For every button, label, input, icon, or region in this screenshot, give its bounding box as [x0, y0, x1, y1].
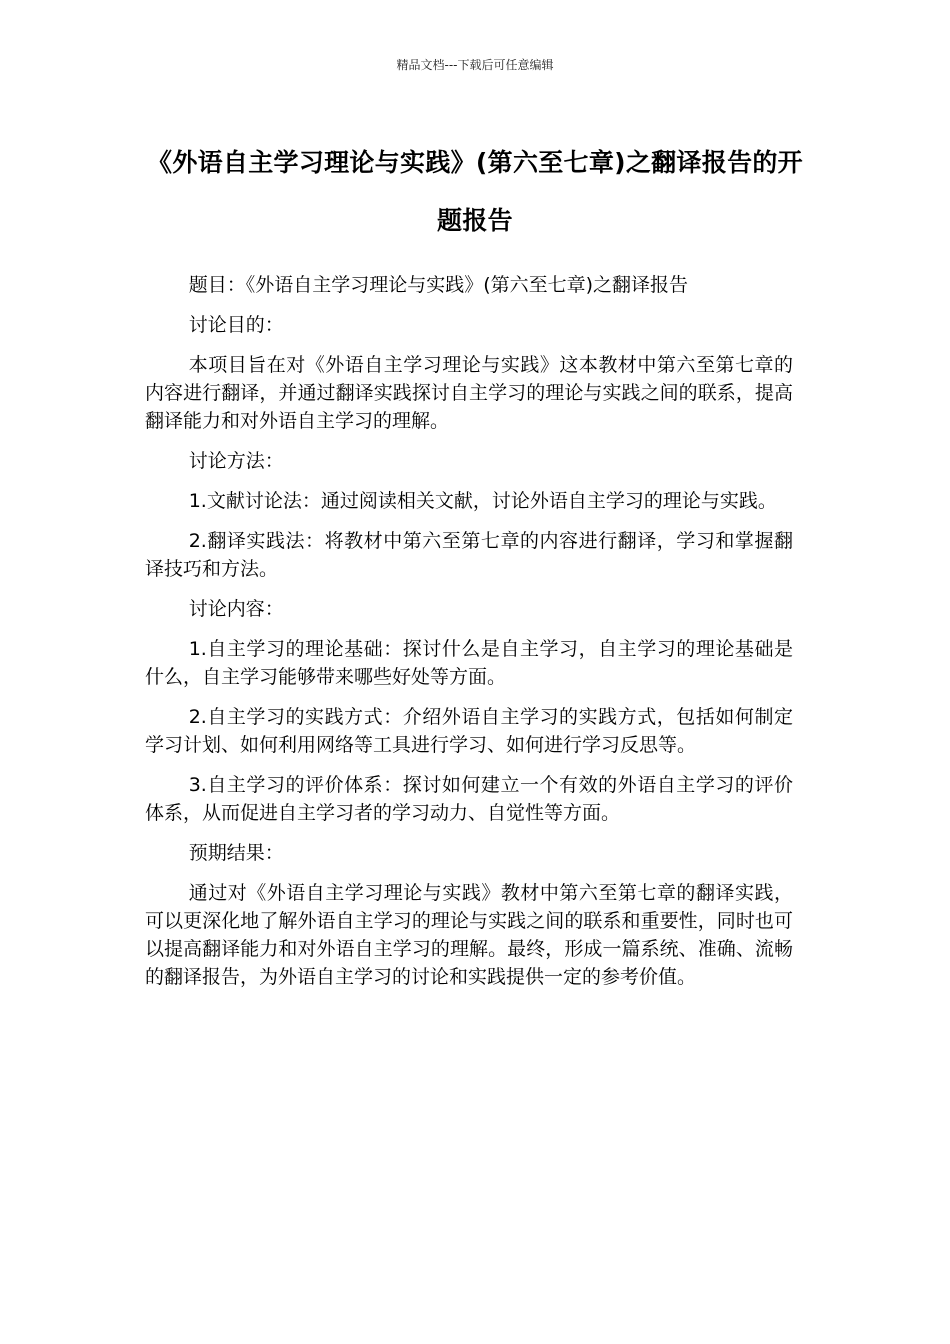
- heading-purpose: 讨论目的：: [188, 314, 284, 336]
- paragraph-method-2: 2.翻译实践法：将教材中第六至第七章的内容进行翻译，学习和掌握翻译技巧和方法。: [145, 530, 793, 580]
- paragraph-content-2: 2.自主学习的实践方式：介绍外语自主学习的实践方式，包括如何制定学习计划、如何利用网络等工具进行学习、如何进行学习反思等。: [145, 706, 793, 756]
- paragraph-purpose: 本项目旨在对《外语自主学习理论与实践》这本教材中第六至第七章的内容进行翻译，并通过翻译实践探讨自主学习的理论与实践之间的联系，提高翻译能力和对外语自主学习的理解。: [145, 354, 793, 432]
- paragraph-content-3: 3.自主学习的评价体系：探讨如何建立一个有效的外语自主学习的评价体系，从而促进自主学习者的学习动力、自觉性等方面。: [145, 774, 793, 824]
- paragraph-expected-results: 通过对《外语自主学习理论与实践》教材中第六至第七章的翻译实践，可以更深化地了解外语自主学习的理论与实践之间的联系和重要性，同时也可以提高翻译能力和对外语自主学习的理解。最终，形成一篇系统、准确、流畅的翻译报告，为外语自主学习的讨论和实践提供一定的参考价值。: [145, 882, 793, 988]
- paragraph-topic: 题目：《外语自主学习理论与实践》(第六至七章)之翻译报告: [188, 274, 689, 296]
- heading-expected-results: 预期结果：: [188, 842, 284, 864]
- paragraph-content-1: 1.自主学习的理论基础：探讨什么是自主学习，自主学习的理论基础是什么，自主学习能够带来哪些好处等方面。: [145, 638, 793, 688]
- heading-method: 讨论方法：: [188, 450, 284, 472]
- document-body: [145, 271, 793, 1003]
- heading-content: 讨论内容：: [188, 598, 284, 620]
- document-title: 《外语自主学习理论与实践》(第六至七章)之翻译报告的开题报告: [147, 148, 803, 235]
- page-header: 精品文档---下载后可任意编辑: [396, 58, 554, 72]
- paragraph-method-1: 1.文献讨论法：通过阅读相关文献，讨论外语自主学习的理论与实践。: [188, 490, 777, 512]
